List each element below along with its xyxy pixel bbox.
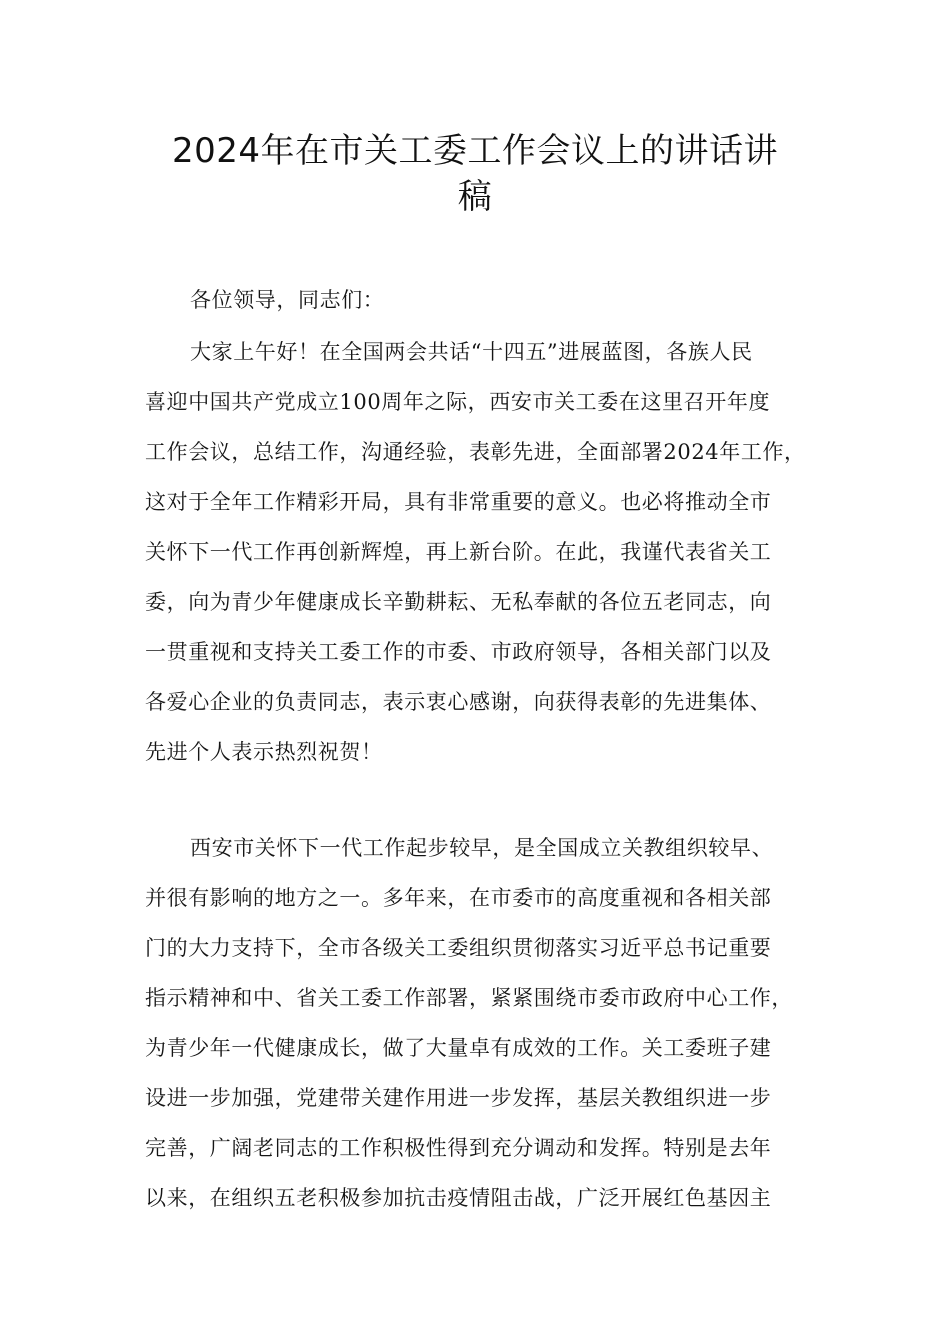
paragraph-2-line: 西安市关怀下一代工作起步较早，是全国成立关教组织较早、 (190, 836, 774, 860)
paragraph-2-line: 并很有影响的地方之一。多年来，在市委市的高度重视和各相关部 (145, 886, 772, 910)
paragraph-1-line: 大家上午好！在全国两会共话“十四五”进展蓝图，各族人民 (190, 340, 753, 364)
paragraph-1-line: 一贯重视和支持关工委工作的市委、市政府领导，各相关部门以及 (145, 640, 772, 664)
salutation: 各位领导，同志们： (190, 288, 385, 312)
paragraph-1-line: 关怀下一代工作再创新辉煌，再上新台阶。在此，我谨代表省关工 (145, 540, 772, 564)
paragraph-2-line: 设进一步加强，党建带关建作用进一步发挥，基层关教组织进一步 (145, 1086, 772, 1110)
paragraph-1-line: 这对于全年工作精彩开局，具有非常重要的意义。也必将推动全市 (145, 490, 772, 514)
paragraph-1-line: 委，向为青少年健康成长辛勤耕耘、无私奉献的各位五老同志，向 (145, 590, 772, 614)
paragraph-1-line: 各爱心企业的负责同志，表示衷心感谢，向获得表彰的先进集体、 (145, 690, 772, 714)
title-line-1: 2024年在市关工委工作会议上的讲话讲 (171, 131, 779, 171)
title-line-2: 稿 (457, 177, 493, 217)
paragraph-2-line: 完善，广阔老同志的工作积极性得到充分调动和发挥。特别是去年 (145, 1136, 772, 1160)
paragraph-1-line: 工作会议，总结工作，沟通经验，表彰先进，全面部署2024年工作， (145, 440, 806, 464)
document-title (120, 128, 830, 220)
paragraph-2-line: 以来，在组织五老积极参加抗击疫情阻击战，广泛开展红色基因主 (145, 1186, 772, 1210)
paragraph-1-line: 先进个人表示热烈祝贺！ (145, 740, 383, 764)
paragraph-1-line: 喜迎中国共产党成立100周年之际，西安市关工委在这里召开年度 (145, 390, 771, 414)
paragraph-2-line: 门的大力支持下，全市各级关工委组织贯彻落实习近平总书记重要 (145, 936, 772, 960)
paragraph-2-line: 指示精神和中、省关工委工作部署，紧紧围绕市委市政府中心工作， (145, 986, 793, 1010)
paragraph-2-line: 为青少年一代健康成长，做了大量卓有成效的工作。关工委班子建 (145, 1036, 772, 1060)
